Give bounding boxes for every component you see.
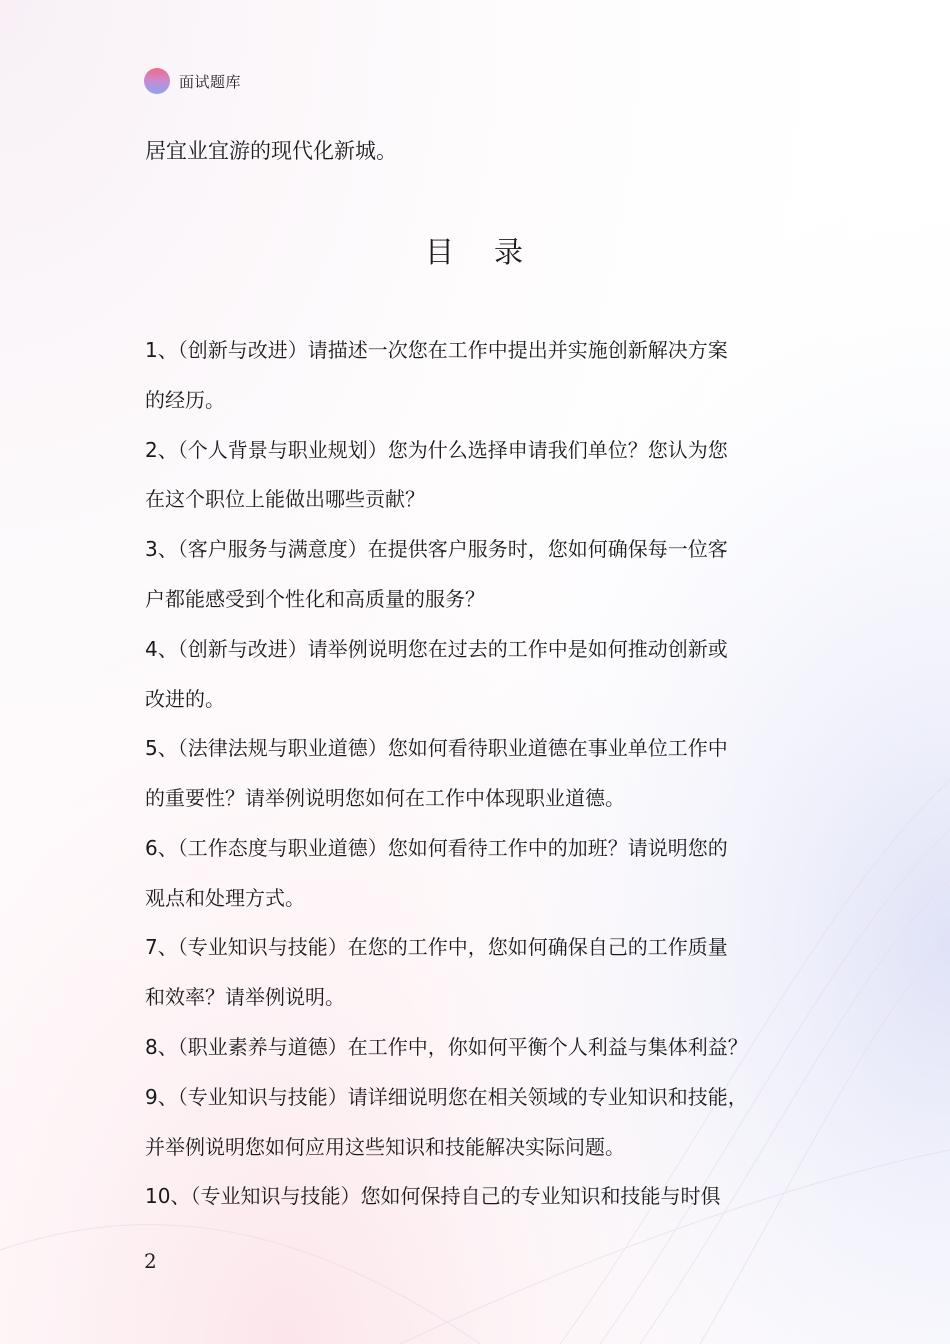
document-header	[144, 67, 241, 95]
toc-line: 观点和处理方式。	[145, 886, 305, 910]
toc-line: 1、（创新与改进）请描述一次您在工作中提出并实施创新解决方案	[145, 338, 728, 362]
toc-line: 在这个职位上能做出哪些贡献？	[145, 487, 425, 511]
toc-line: 8、（职业素养与道德）在工作中，你如何平衡个人利益与集体利益？	[145, 1035, 748, 1059]
toc-line: 9、（专业知识与技能）请详细说明您在相关领域的专业知识和技能，	[145, 1085, 748, 1109]
toc-line: 10、（专业知识与技能）您如何保持自己的专业知识和技能与时俱	[145, 1184, 721, 1208]
toc-line: 改进的。	[145, 687, 225, 711]
toc-line: 并举例说明您如何应用这些知识和技能解决实际问题。	[145, 1135, 625, 1159]
lead-paragraph: 居宜业宜游的现代化新城。	[145, 139, 397, 163]
logo-icon	[144, 68, 170, 94]
toc-line: 的重要性？请举例说明您如何在工作中体现职业道德。	[145, 786, 625, 810]
toc-line: 和效率？请举例说明。	[145, 985, 345, 1009]
toc-line: 4、（创新与改进）请举例说明您在过去的工作中是如何推动创新或	[145, 637, 728, 661]
toc-title: 目录	[425, 235, 564, 269]
toc-line: 2、（个人背景与职业规划）您为什么选择申请我们单位？您认为您	[145, 438, 728, 462]
page-number: 2	[144, 1249, 157, 1273]
toc-line: 7、（专业知识与技能）在您的工作中，您如何确保自己的工作质量	[145, 935, 728, 959]
toc-line: 户都能感受到个性化和高质量的服务？	[145, 587, 485, 611]
header-title: 面试题库	[179, 72, 242, 91]
toc-line: 5、（法律法规与职业道德）您如何看待职业道德在事业单位工作中	[145, 736, 728, 760]
toc-line: 6、（工作态度与职业道德）您如何看待工作中的加班？请说明您的	[145, 836, 728, 860]
toc-line: 的经历。	[145, 388, 225, 412]
toc-line: 3、（客户服务与满意度）在提供客户服务时，您如何确保每一位客	[145, 537, 728, 561]
